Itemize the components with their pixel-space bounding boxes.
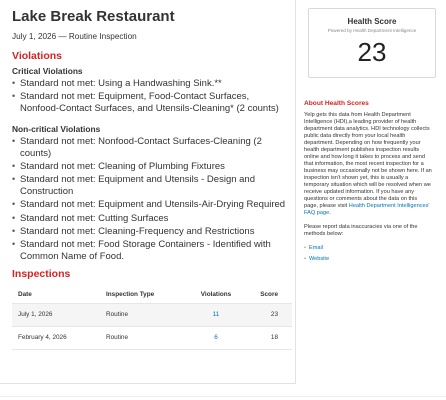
list-item: • Standard not met: Cleaning-Frequency and Restrictions [12,226,255,238]
cell-type: Routine [100,326,186,349]
restaurant-name: Lake Break Restaurant [12,8,175,25]
cell-score: 18 [246,326,292,349]
bullet-icon: • [304,256,306,262]
list-item: • Standard not met: Food Storage Containers - Identified with Common Name of Food. [12,239,271,262]
list-item: • Standard not met: Equipment and Utensils - Design and Construction [12,174,255,197]
cell-score: 23 [246,303,292,326]
critical-violations-heading: Critical Violations [12,66,83,76]
col-score: Score [246,286,292,303]
violations-link[interactable]: 6 [214,334,218,342]
bullet-icon: • [12,161,16,172]
bullet-icon: • [12,199,16,210]
report-methods-list [302,245,438,263]
about-health-scores-heading: About Health Scores [304,100,369,107]
critical-violations-list [12,78,295,114]
divider [0,396,446,397]
cell-date: February 4, 2026 [12,326,100,349]
bullet-icon: • [12,212,16,223]
list-item [304,256,438,263]
powered-by-text: Powered by Health Department Intelligence [327,28,417,33]
noncritical-violations-heading: Non-critical Violations [12,124,101,135]
bullet-icon: • [12,226,16,237]
health-score-card [308,8,436,78]
inspections-heading: Inspections [12,268,71,281]
cell-violations [186,326,246,349]
noncritical-violations-list [12,136,295,262]
email-link[interactable]: Email [308,245,323,251]
list-item: • Standard not met: Equipment and Utensils-Air-Drying Required [12,199,286,211]
inspection-date-line: July 1, 2026 — Routine Inspection [12,32,137,41]
list-item: • Standard not met: Nonfood-Contact Surfaces-Cleaning (2 counts) [12,136,262,159]
list-item: • Standard not met: Cleaning of Plumbing Fixtures [12,161,225,173]
col-violations: Violations [186,286,246,303]
bullet-icon: • [12,78,16,88]
website-link[interactable]: Website [308,256,330,262]
cell-date: July 1, 2026 [12,303,100,326]
faq-link[interactable]: Health Department Intelligences' FAQ page [304,203,430,216]
bullet-icon: • [304,245,306,251]
list-item: • Standard not met: Cutting Surfaces [12,212,169,224]
report-inaccuracies-text: Please report data inaccuracies via one of the methods below: [304,224,418,237]
col-date: Date [12,286,100,303]
bullet-icon: • [12,91,16,102]
violations-heading: Violations [12,50,62,62]
table-row [12,326,292,349]
list-item: • Standard not met: Equipment, Food-Contact Surfaces, Nonfood-Contact Surfaces, and Utensils-Cleaning* (2 counts) [12,91,279,114]
list-item [304,245,438,252]
bullet-icon: • [12,174,16,185]
sidebar [300,0,446,400]
bullet-icon: • [12,136,16,147]
inspections-table [12,286,292,350]
bullet-icon: • [12,239,16,250]
violations-link[interactable]: 11 [212,311,220,319]
cell-violations [186,303,246,326]
table-header-row [12,286,292,303]
cell-type: Routine [100,303,186,326]
table-row [12,303,292,326]
col-inspection-type: Inspection Type [100,286,186,303]
health-score-label: Health Score [347,17,397,26]
about-text: Yelp gets this data from Health Department Intelligence (HDI),a leading provider of health department data analytics. HDI technology collects public data directly from your local health department. Depending on how frequently your health department publishes inspection results online and how long it takes to process and send that information, the most recent inspection for a business may occasionally not be shown here. If an inspection isn't shown yet, this is usually a temporary situation which will be resolved when we receive updated information. If you have any questions or comments about the data on this page, please visit Health Department Intelligences' FAQ page. [304,112,432,216]
health-score-value: 23 [357,37,387,67]
list-item: • Standard not met: Using a Handwashing Sink.** [12,78,222,89]
